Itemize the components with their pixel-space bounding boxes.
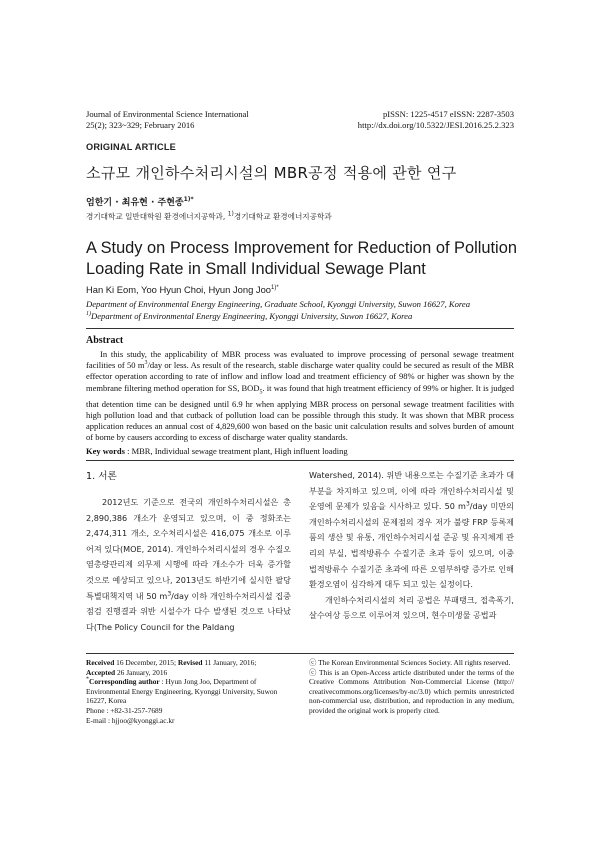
korean-title: 소규모 개인하수처리시설의 MBR공정 적용에 관한 연구 bbox=[86, 164, 457, 182]
english-authors bbox=[86, 284, 279, 295]
korean-affiliation-2-sup: 1) bbox=[227, 210, 234, 218]
doi-link[interactable]: http://dx.doi.org/10.5322/JESI.2016.25.2.323 bbox=[357, 120, 514, 130]
abstract-text-b: /day or less. As result of the research, stable discharge water quality could be secured as result of the MBR effector operation according to rate of inflow and inflow load and treatment efficiency of 98% or higher was shown by the membrane filtering method operation for SS, BOD bbox=[86, 360, 514, 393]
abstract-text-c: . it was found that high treatment efficiency of 99% or higher. It is judged that detention time can be designed until 6.9 hr when applying MBR process on personal sewage treatment facilities with high pollution load and that cutback of pollution load can be possible through this study. It was shown that MBR process application reduces an annual cost of 4,829,600 won based on the basic unit calculation results and solves burden of amount of borne by causers according to excess of discharge water quality standards. bbox=[86, 382, 514, 443]
english-author-sup: 1)* bbox=[271, 284, 279, 291]
korean-affiliation bbox=[86, 211, 332, 222]
english-title-line-2: Loading Rate in Small Individual Sewage Plant bbox=[86, 260, 426, 278]
english-author-names: Han Ki Eom, Yoo Hyun Choi, Hyun Jong Joo bbox=[86, 284, 272, 295]
body-right-text-a: Watershed, 2014). 위반 내용으로는 수질기준 초과가 대부분을 차지하고 있으며, 이에 따라 개인하수처리시설 및 운영에 문제가 있음을 시사하고 있다. 50 m bbox=[309, 470, 515, 512]
korean-affiliation-2: 경기대학교 환경에너지공학과 bbox=[233, 212, 332, 221]
journal-issn: pISSN: 1225-4517 eISSN: 2287-3503 bbox=[382, 109, 514, 119]
footer-right bbox=[309, 658, 514, 716]
revised-date: 11 January, 2016; bbox=[202, 658, 257, 667]
english-title bbox=[86, 238, 526, 280]
abstract-bottom-rule bbox=[86, 460, 514, 461]
accepted-label: Accepted bbox=[86, 667, 116, 677]
body-left-paragraph bbox=[86, 495, 291, 635]
license-notice: ⓒ This is an Open-Access article distributed under the terms of the Creative Commons Attribution Non-Commercial License (http:// creativecommons.org/licenses/by-nc/3.0) which permits unrestricted non-commercial use, distribution, and reproduction in any medium, provided the original work is properly cited. bbox=[309, 667, 514, 715]
section-heading-intro: 1. 서론 bbox=[86, 471, 117, 482]
body-left-sup: 3 bbox=[167, 589, 172, 597]
english-affiliation-2: Department of Environmental Energy Engineering, Kyonggi University, Suwon 16627, Korea bbox=[91, 311, 413, 321]
email-link[interactable]: E-mail : hjjoo@kyonggi.ac.kr bbox=[86, 715, 175, 725]
footer-left bbox=[86, 658, 291, 725]
english-affiliation-1: Department of Environmental Energy Engineering, Graduate School, Kyonggi University, Suwon 16627, Korea bbox=[86, 299, 471, 309]
corresponding-text: : Hyun Jong Joo, Department of Environmental Energy Engineering, Kyonggi University, Suwon 16227, Korea bbox=[86, 677, 278, 706]
accepted-line bbox=[86, 668, 291, 678]
accepted-date: 26 January, 2016 bbox=[115, 667, 168, 677]
body-right-column bbox=[309, 468, 514, 624]
body-right-paragraph-2: 개인하수처리시설의 처리 공법은 부패탱크, 접촉폭기, 살수여상 등으로 이루어져 있으며, 현수미생물 공법과 bbox=[309, 594, 514, 621]
copyright-notice: ⓒ The Korean Environmental Sciences Society. All rights reserved. bbox=[309, 658, 511, 667]
received-label: Received bbox=[86, 658, 115, 667]
article-type: ORIGINAL ARTICLE bbox=[86, 142, 176, 152]
body-right-paragraph-1 bbox=[309, 468, 514, 593]
corresponding-author bbox=[86, 677, 291, 706]
abstract-heading: Abstract bbox=[86, 335, 124, 346]
abstract-text-a: In this study, the applicability of MBR process was evaluated to improve processing of personal sewage treatment facilities of 50 m bbox=[86, 349, 514, 371]
received-date: 16 December, 2015; bbox=[114, 658, 178, 667]
english-affiliation-2-row bbox=[86, 311, 412, 321]
phone: Phone : +82-31-257-7689 bbox=[86, 705, 163, 715]
body-left-text-a: 2012년도 기준으로 전국의 개인하수처리시설은 총 2,890,386 개소가 운영되고 있으며, 이 중 정화조는 2,474,311 개소, 오수처리시설은 416,075 개소로 이루어져 있다(MOE, 2014). 개인하수처리시설의 경우 수질오염총량관리제 의무제 시행에 따라 개소수가 더욱 증가할 것으로 예상되고 있으나, 2013년도 하반기에 실시한 팔당특별대책지역 내 50 m bbox=[86, 497, 291, 601]
journal-name: Journal of Environmental Science International bbox=[86, 109, 249, 119]
footer-rule bbox=[86, 653, 514, 654]
korean-affiliation-1: 경기대학교 일반대학원 환경에너지공학과, bbox=[86, 212, 226, 221]
abstract-text bbox=[86, 349, 514, 443]
body-left-column bbox=[86, 495, 291, 635]
body-right-text-b: /day 미만의 개인하수처리시설의 문제점의 경우 저가 불량 FRP 등록제품의 생산 및 유통, 개인하수처리시설 준공 및 유지체계 관리의 부실, 법적방류수 수질기준 초과 등이 있으며, 이중 법적방류수 수질기준 초과에 따른 오염부하량 증가로 인해 환경오염이 심각하게 대두 되고 있는 실정이다. bbox=[309, 501, 514, 590]
keywords bbox=[86, 446, 348, 456]
revised-label: Revised bbox=[177, 658, 203, 667]
received-line bbox=[86, 658, 291, 668]
body-right-sup: 3 bbox=[465, 500, 470, 508]
abstract-sup: 3 bbox=[144, 360, 148, 367]
english-affiliation-2-sup: 1) bbox=[86, 311, 91, 318]
corresponding-sup: * bbox=[86, 676, 89, 683]
keywords-label: Key words bbox=[86, 446, 125, 456]
journal-volume: 25(2); 323~329; February 2016 bbox=[86, 120, 195, 130]
korean-author-names: 엄한기 · 최유현 · 주현종 bbox=[86, 198, 184, 208]
keywords-text: : MBR, Individual sewage treatment plant, High influent loading bbox=[124, 446, 348, 456]
korean-author-sup: 1)* bbox=[183, 196, 194, 203]
top-rule bbox=[86, 328, 514, 329]
abstract-sub: 5 bbox=[259, 389, 263, 396]
corresponding-label: Corresponding author bbox=[89, 677, 160, 687]
english-title-line-1: A Study on Process Improvement for Reduction of Pollution bbox=[86, 239, 517, 257]
korean-authors bbox=[86, 195, 194, 208]
body-left-text-b: /day 이하 개인하수처리시설 집중점검 진행결과 위반 시설수가 다수 발생된 것으로 나타났다(The Policy Council for the Paldang bbox=[86, 590, 291, 632]
